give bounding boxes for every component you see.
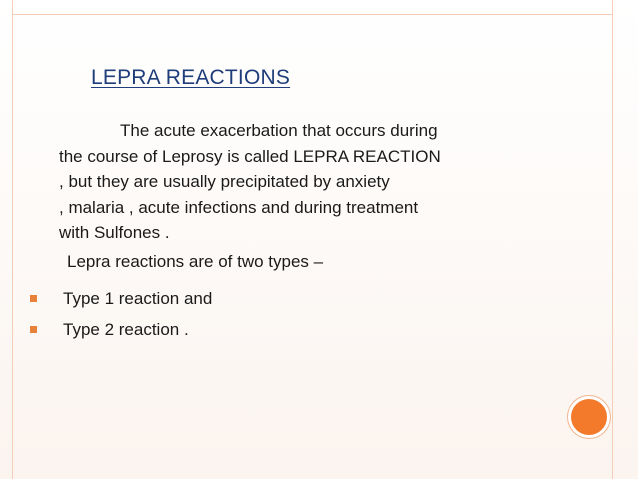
bullet-text: Type 2 reaction . xyxy=(63,319,189,339)
paragraph-line: The acute exacerbation that occurs during xyxy=(120,121,438,140)
square-bullet-icon xyxy=(30,326,37,333)
bullet-item xyxy=(30,314,212,345)
frame-left-line xyxy=(12,0,13,479)
bullet-list xyxy=(30,283,212,345)
bullet-item xyxy=(30,283,212,314)
paragraph-line: , malaria , acute infections and during treatment xyxy=(59,197,419,217)
bullet-text: Type 1 reaction and xyxy=(63,288,213,308)
slide-title: LEPRA REACTIONS xyxy=(91,66,291,89)
paragraph-line: the course of Leprosy is called LEPRA REACTION xyxy=(59,146,441,166)
paragraph-line: , but they are usually precipitated by anxiety xyxy=(59,172,390,191)
frame-top-line xyxy=(12,14,613,15)
paragraph-line: with Sulfones . xyxy=(59,223,170,242)
body-paragraph xyxy=(59,118,549,246)
square-bullet-icon xyxy=(30,295,37,302)
frame-right-line xyxy=(612,0,613,479)
types-intro: Lepra reactions are of two types – xyxy=(67,252,324,271)
orange-circle-icon xyxy=(568,396,610,438)
